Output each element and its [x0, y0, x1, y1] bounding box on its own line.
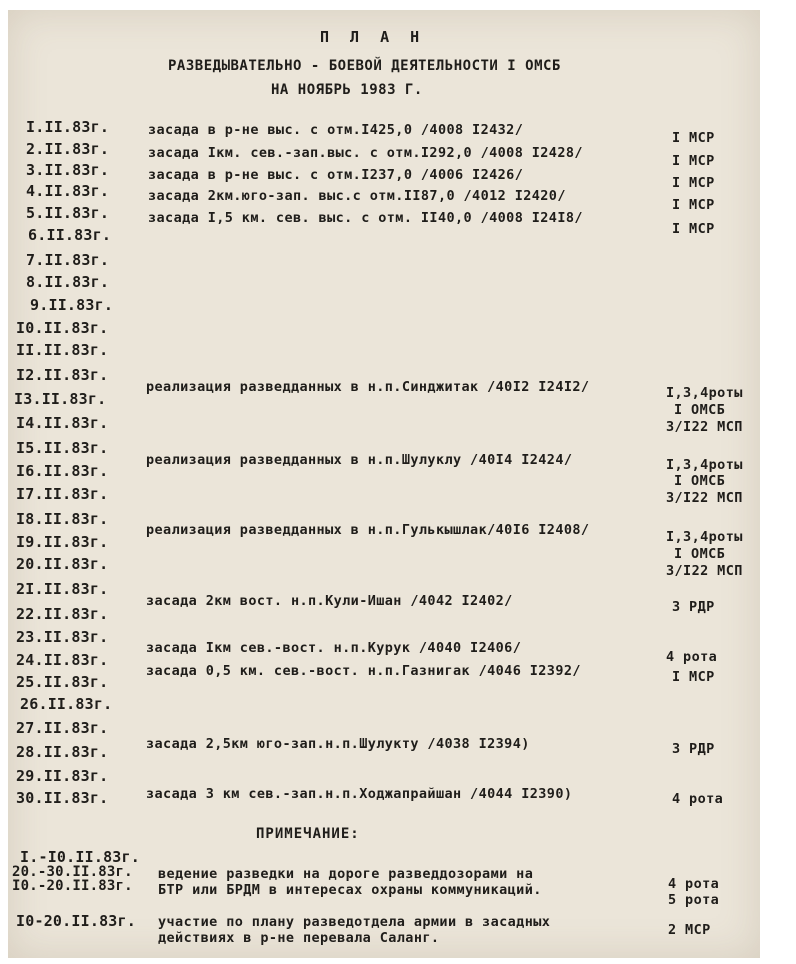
row-date: I3.II.83г.: [14, 390, 107, 408]
row-unit: I ОМСБ: [674, 473, 726, 489]
row-date: 5.II.83г.: [26, 204, 110, 222]
row-unit: I МСР: [672, 197, 715, 213]
row-description: реализация разведданных в н.п.Синджитак /40I2 I24I2/: [146, 379, 590, 395]
row-description: засада 2,5км юго-зап.н.п.Шулукту /4038 I2394): [146, 736, 530, 752]
row-date: 27.II.83г.: [16, 719, 109, 737]
row-unit: 3/I22 МСП: [666, 490, 743, 506]
row-date: I5.II.83г.: [16, 439, 109, 457]
note-unit: 4 рота: [668, 876, 720, 892]
row-date: I4.II.83г.: [16, 414, 109, 432]
row-unit: I ОМСБ: [674, 402, 726, 418]
row-description: засада Iкм. сев.-зап.выс. с отм.I292,0 /4008 I2428/: [148, 145, 583, 161]
row-unit: I МСР: [672, 221, 715, 237]
row-date: 8.II.83г.: [26, 273, 110, 291]
note-date: 20.-30.II.83г.: [12, 864, 133, 880]
row-date: I8.II.83г.: [16, 510, 109, 528]
row-description: засада 3 км сев.-зап.н.п.Ходжапрайшан /4044 I2390): [146, 786, 573, 802]
note-text: действиях в р-не перевала Саланг.: [158, 930, 440, 946]
row-unit: I МСР: [672, 175, 715, 191]
row-date: I.II.83г.: [26, 118, 110, 136]
row-date: 25.II.83г.: [16, 673, 109, 691]
row-unit: I,3,4роты: [666, 529, 743, 545]
row-date: 20.II.83г.: [16, 555, 109, 573]
row-date: 7.II.83г.: [26, 251, 110, 269]
row-date: II.II.83г.: [16, 341, 109, 359]
row-date: 4.II.83г.: [26, 182, 110, 200]
document-subheading: НА НОЯБРЬ 1983 Г.: [271, 82, 423, 98]
note-date: I0-20.II.83г.: [16, 912, 136, 930]
row-unit: I,3,4роты: [666, 385, 743, 401]
row-unit: 3 РДР: [672, 599, 715, 615]
row-description: засада 2км вост. н.п.Кули-Ишан /4042 I2402/: [146, 593, 513, 609]
row-date: 22.II.83г.: [16, 605, 109, 623]
row-date: 28.II.83г.: [16, 743, 109, 761]
row-unit: I ОМСБ: [674, 546, 726, 562]
row-date: 2I.II.83г.: [16, 580, 109, 598]
row-unit: I МСР: [672, 130, 715, 146]
row-description: засада Iкм сев.-вост. н.п.Курук /4040 I2406/: [146, 640, 522, 656]
row-description: засада в р-не выс. с отм.I425,0 /4008 I2432/: [148, 122, 524, 138]
row-date: 9.II.83г.: [30, 296, 114, 314]
row-description: реализация разведданных в н.п.Шулуклу /40I4 I2424/: [146, 452, 573, 468]
note-unit: 2 МСР: [668, 922, 711, 938]
note-text: БТР или БРДМ в интересах охраны коммуникаций.: [158, 882, 542, 898]
row-unit: 3 РДР: [672, 741, 715, 757]
row-description: засада 0,5 км. сев.-вост. н.п.Газнигак /4046 I2392/: [146, 663, 581, 679]
note-text: ведение разведки на дороге разведдозорами на: [158, 866, 534, 882]
note-unit: 5 рота: [668, 892, 720, 908]
row-description: реализация разведданных в н.п.Гулькышлак/40I6 I2408/: [146, 522, 590, 538]
row-date: I6.II.83г.: [16, 462, 109, 480]
row-date: 26.II.83г.: [20, 695, 113, 713]
row-unit: I МСР: [672, 153, 715, 169]
row-description: засада в р-не выс. с отм.I237,0 /4006 I2426/: [148, 167, 524, 183]
note-title: ПРИМЕЧАНИЕ:: [256, 826, 360, 842]
row-date: I0.II.83г.: [16, 319, 109, 337]
note-date: I0.-20.II.83г.: [12, 878, 133, 894]
document-sheet: [8, 10, 760, 958]
row-date: I7.II.83г.: [16, 485, 109, 503]
row-date: 30.II.83г.: [16, 789, 109, 807]
row-date: 29.II.83г.: [16, 767, 109, 785]
row-description: засада I,5 км. сев. выс. с отм. II40,0 /4008 I24I8/: [148, 210, 583, 226]
row-unit: I,3,4роты: [666, 457, 743, 473]
row-date: 6.II.83г.: [28, 226, 112, 244]
row-description: засада 2км.юго-зап. выс.с отм.II87,0 /4012 I2420/: [148, 188, 566, 204]
note-date: I.-I0.II.83г.: [20, 848, 140, 866]
document-heading: РАЗВЕДЫВАТЕЛЬНО - БОЕВОЙ ДЕЯТЕЛЬНОСТИ I ОМСБ: [168, 58, 561, 74]
note-text: участие по плану разведотдела армии в засадных: [158, 914, 551, 930]
row-date: 2.II.83г.: [26, 140, 110, 158]
row-unit: 3/I22 МСП: [666, 563, 743, 579]
row-date: 3.II.83г.: [26, 161, 110, 179]
row-unit: 4 рота: [672, 791, 724, 807]
row-unit: I МСР: [672, 669, 715, 685]
row-date: 23.II.83г.: [16, 628, 109, 646]
row-date: I9.II.83г.: [16, 533, 109, 551]
row-date: I2.II.83г.: [16, 366, 109, 384]
row-unit: 3/I22 МСП: [666, 419, 743, 435]
row-unit: 4 рота: [666, 649, 718, 665]
row-date: 24.II.83г.: [16, 651, 109, 669]
document-title: П Л А Н: [320, 28, 426, 46]
